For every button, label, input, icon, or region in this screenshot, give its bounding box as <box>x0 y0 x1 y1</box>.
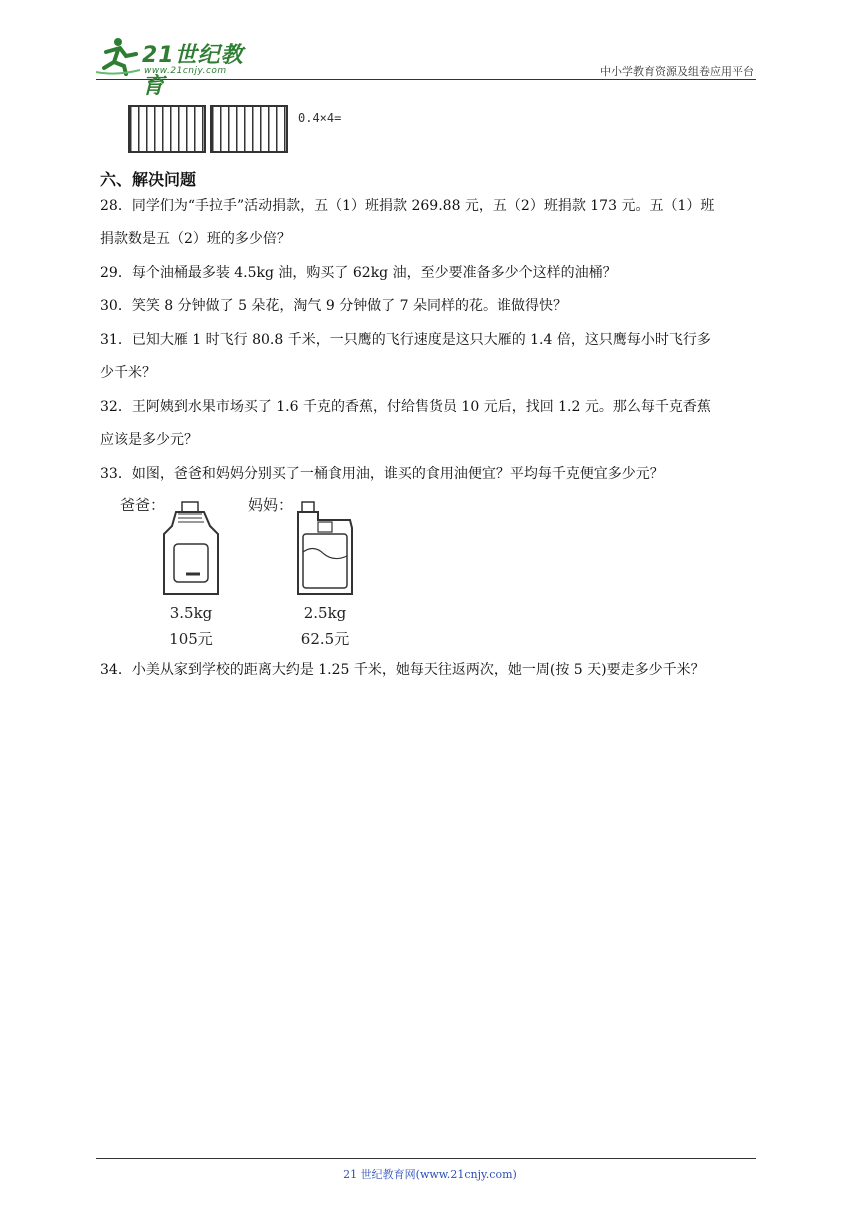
question-31-line-1: 31．已知大雁 1 时飞行 80.8 千米，一只鹰的飞行速度是这只大雁的 1.4 倍，这只鹰每小时飞行多 <box>100 332 711 348</box>
question-30: 30．笑笑 8 分钟做了 5 朵花，淘气 9 分钟做了 7 朵同样的花。谁做得快？ <box>100 298 568 314</box>
question-32-line-1: 32．王阿姨到水果市场买了 1.6 千克的香蕉，付给售货员 10 元后，找回 1.2 元。那么每千克香蕉 <box>100 399 711 415</box>
question-29: 29．每个油桶最多装 4.5kg 油，购买了 62kg 油，至少要准备多少个这样的油桶？ <box>100 265 617 281</box>
question-28-line-2: 捐款数是五（2）班的多少倍？ <box>100 231 291 247</box>
site-logo <box>96 34 266 99</box>
question-33: 33．如图，爸爸和妈妈分别买了一桶食用油，谁买的食用油便宜？平均每千克便宜多少元？ <box>100 466 664 482</box>
dad-label: 爸爸： <box>120 496 166 514</box>
page-footer: 21 世纪教育网(www.21cnjy.com) <box>343 1168 517 1181</box>
logo-url: www.21cnjy.com <box>144 66 227 76</box>
oil-bottles-figure <box>116 492 366 652</box>
decimal-model-figure <box>128 105 368 155</box>
platform-title: 中小学教育资源及组卷应用平台 <box>600 65 754 78</box>
mom-oil-bottle-icon <box>292 500 358 600</box>
tenths-bar-2 <box>210 105 288 153</box>
dad-oil-bottle-icon <box>156 500 226 600</box>
section-title: 六、解决问题 <box>100 170 197 189</box>
dad-oil-weight: 3.5kg <box>169 604 213 622</box>
mom-label: 妈妈： <box>248 496 294 514</box>
question-28-line-1: 28．同学们为“手拉手”活动捐款，五（1）班捐款 269.88 元，五（2）班捐款 173 元。五（1）班 <box>100 198 715 214</box>
tenths-bar-1 <box>128 105 206 153</box>
question-31-line-2: 少千米？ <box>100 365 156 381</box>
mom-oil-weight: 2.5kg <box>303 604 347 622</box>
dad-oil-price: 105元 <box>169 630 213 648</box>
page-header <box>96 30 756 99</box>
footer-divider <box>96 1158 756 1159</box>
mom-oil-price: 62.5元 <box>300 630 350 648</box>
multiplication-expression: 0.4×4= <box>298 111 342 125</box>
question-34: 34．小美从家到学校的距离大约是 1.25 千米，她每天往返两次，她一周(按 5 天)要走多少千米？ <box>100 662 705 678</box>
question-32-line-2: 应该是多少元？ <box>100 432 198 448</box>
logo-text: 21世纪教育 <box>142 43 244 99</box>
